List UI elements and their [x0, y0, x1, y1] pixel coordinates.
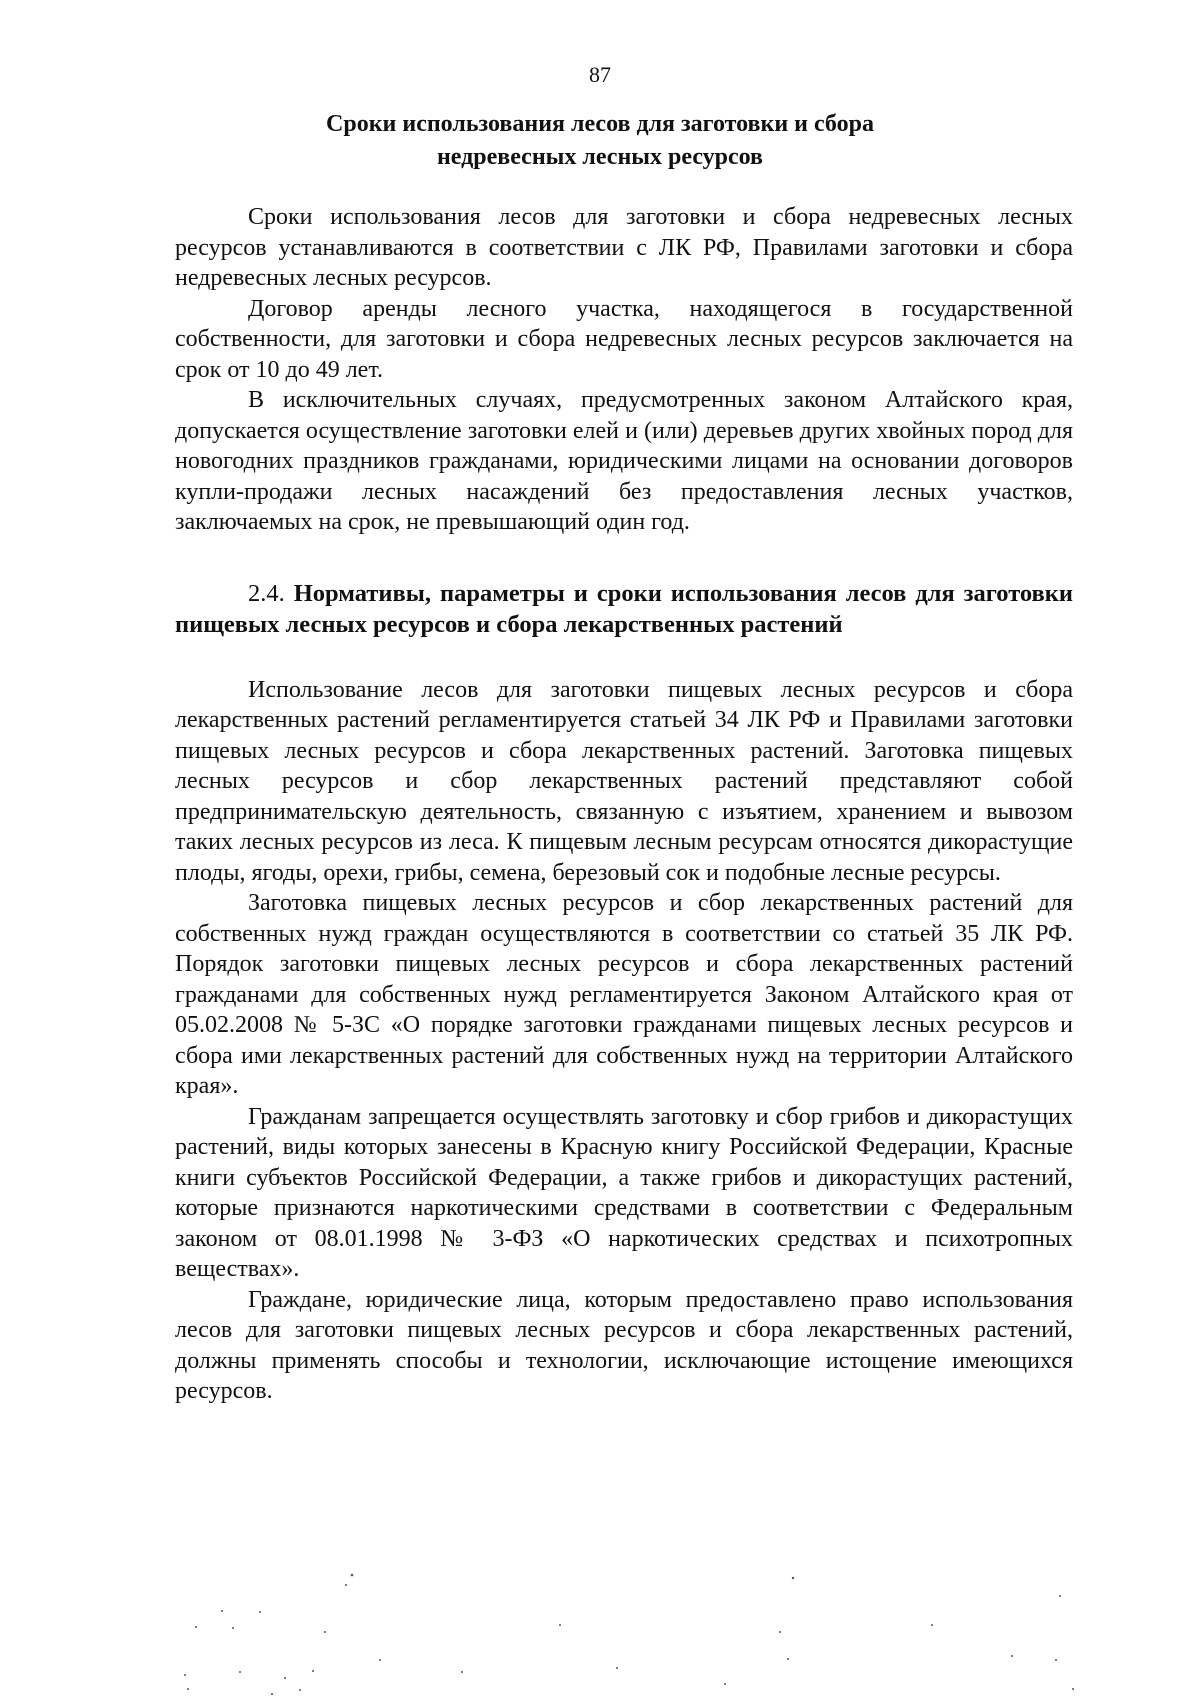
- section-title-line-1: Сроки использования лесов для заготовки и сбора: [326, 111, 874, 137]
- document-body: [175, 202, 1073, 1407]
- paragraph: Гражданам запрещается осуществлять заготовку и сбор грибов и дикорастущих растений, виды которых занесены в Красную книгу Российской Федерации, Красные книги субъектов Российской Федерации, а также грибов и дикорастущих растений, которые признаются наркотическими средствами в соответствии с Федеральным законом от 08.01.1998 № 3-ФЗ «О наркотических средствах и психотропных веществах».: [175, 1103, 1073, 1282]
- subsection-number: 2.4.: [248, 579, 285, 607]
- paragraph: Сроки использования лесов для заготовки и сбора недревесных лесных ресурсов устанавливаются в соответствии с ЛК РФ, Правилами заготовки и сбора недревесных лесных ресурсов.: [175, 204, 1073, 291]
- page-number: 87: [589, 62, 611, 87]
- section-title: [200, 108, 1000, 174]
- subsection-title: Нормативы, параметры и сроки использования лесов для заготовки пищевых лесных ресурсов и сбора лекарственных растений: [175, 579, 1074, 638]
- paragraph: В исключительных случаях, предусмотренных законом Алтайского края, допускается осуществление заготовки елей и (или) деревьев других хвойных пород для новогодних праздников гражданами, юридическими лицами на основании договоров купли-продажи лесных насаждений без предоставления лесных участков, заключаемых на срок, не превышающий один год.: [175, 387, 1073, 535]
- subsection-heading: [175, 578, 1073, 641]
- paragraph: Заготовка пищевых лесных ресурсов и сбор лекарственных растений для собственных нужд граждан осуществляются в соответствии со статьей 35 ЛК РФ. Порядок заготовки пищевых лесных ресурсов и сбора лекарственных растений гражданами для собственных нужд регламентируется Законом Алтайского края от 05.02.2008 № 5-ЗС «О порядке заготовки гражданами пищевых лесных ресурсов и сбора ими лекарственных растений для собственных нужд на территории Алтайского края».: [175, 890, 1073, 1099]
- paragraph: Использование лесов для заготовки пищевых лесных ресурсов и сбора лекарственных растений регламентируется статьей 34 ЛК РФ и Правилами заготовки пищевых лесных ресурсов и сбора лекарственных растений. Заготовка пищевых лесных ресурсов и сбор лекарственных растений представляют собой предпринимательскую деятельность, связанную с изъятием, хранением и вывозом таких лесных ресурсов из леса. К пищевым лесным ресурсам относятся дикорастущие плоды, ягоды, орехи, грибы, семена, березовый сок и подобные лесные ресурсы.: [175, 676, 1073, 886]
- paragraph: Договор аренды лесного участка, находящегося в государственной собственности, для заготовки и сбора недревесных лесных ресурсов заключается на срок от 10 до 49 лет.: [175, 295, 1073, 383]
- paragraph: Граждане, юридические лица, которым предоставлено право использования лесов для заготовки пищевых лесных ресурсов и сбора лекарственных растений, должны применять способы и технологии, исключающие истощение имеющихся ресурсов.: [175, 1286, 1073, 1404]
- section-title-line-2: недревесных лесных ресурсов: [436, 144, 764, 170]
